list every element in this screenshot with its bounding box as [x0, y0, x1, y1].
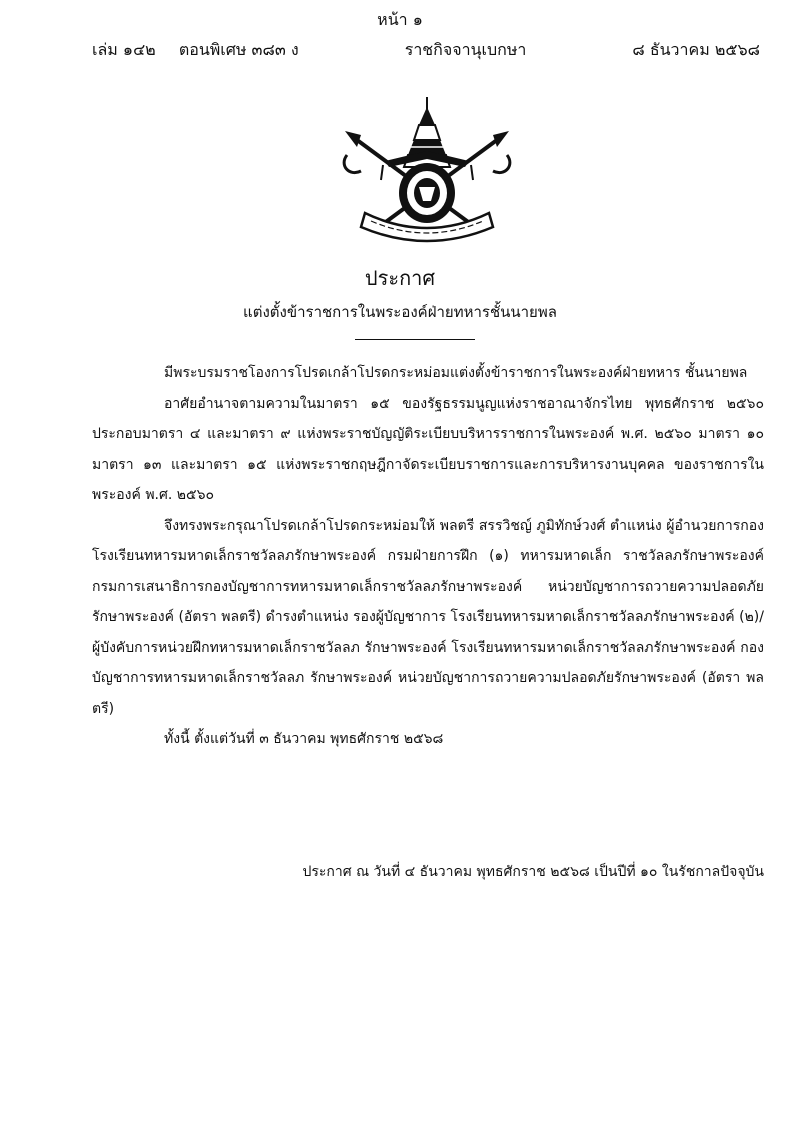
paragraph-legal-basis: อาศัยอำนาจตามความในมาตรา ๑๕ ของรัฐธรรมนูญแห่งราชอาณาจักรไทย พุทธศักราช ๒๕๖๐ ประกอบมาตรา ๔ และมาตรา ๙ แห่งพระราชบัญญัติระเบียบบริหารราชการในพระองค์ พ.ศ. ๒๕๖๐ มาตรา ๑๐ มาตรา ๑๓ และมาตรา ๑๕ แห่งพระราชกฤษฎีกาจัดระเบียบราชการและการบริหารงานบุคคล ของราชการในพระองค์ พ.ศ. ๒๕๖๐ [92, 395, 764, 503]
gazette-name: ราชกิจจานุเบกษา [404, 40, 527, 59]
paragraph-effective-date: ทั้งนี้ ตั้งแต่วันที่ ๓ ธันวาคม พุทธศักราช ๒๕๖๘ [164, 731, 444, 747]
announcement-signoff: ประกาศ ณ วันที่ ๔ ธันวาคม พุทธศักราช ๒๕๖๘ เป็นปีที่ ๑๐ ในรัชกาลปัจจุบัน [302, 864, 764, 880]
gazette-header [92, 38, 760, 63]
paragraph-decree: มีพระบรมราชโองการโปรดเกล้าโปรดกระหม่อมแต่งตั้งข้าราชการในพระองค์ฝ่ายทหาร ชั้นนายพล [164, 365, 748, 381]
announcement-body [92, 358, 764, 755]
royal-seal-icon [335, 95, 520, 245]
gazette-header-left [92, 38, 299, 63]
paragraph-appointment: จึงทรงพระกรุณาโปรดเกล้าโปรดกระหม่อมให้ พลตรี สรรวิชญ์ ภูมิทักษ์วงศ์ ตำแหน่ง ผู้อำนวยการกองโรงเรียนทหารมหาดเล็กราชวัลลภรักษาพระองค์ กรมฝ่ายการฝึก (๑) ทหารมหาดเล็ก ราชวัลลภรักษาพระองค์ กรมการเสนาธิการกองบัญชาการทหารมหาดเล็กราชวัลลภรักษาพระองค์ หน่วยบัญชาการถวายความปลอดภัยรักษาพระองค์ (อัตรา พลตรี) ดำรงตำแหน่ง รองผู้บัญชาการ โรงเรียนทหารมหาดเล็กราชวัลลภรักษาพระองค์ (๒)/ผู้บังคับการหน่วยฝึกทหารมหาดเล็กราชวัลลภ รักษาพระองค์ โรงเรียนทหารมหาดเล็กราชวัลลภรักษาพระองค์ กองบัญชาการทหารมหาดเล็กราชวัลลภ รักษาพระองค์ หน่วยบัญชาการถวายความปลอดภัยรักษาพระองค์ (อัตรา พลตรี) [92, 517, 764, 717]
volume-number: เล่ม ๑๔๒ [92, 40, 156, 59]
announcement-title: ประกาศ [364, 266, 436, 290]
title-divider [355, 339, 475, 340]
section-number: ตอนพิเศษ ๓๘๓ ง [178, 40, 299, 59]
gazette-date: ๘ ธันวาคม ๒๕๖๘ [632, 40, 760, 59]
announcement-subtitle: แต่งตั้งข้าราชการในพระองค์ฝ่ายทหารชั้นนายพล [243, 303, 557, 321]
page-number: หน้า ๑ [377, 10, 423, 29]
